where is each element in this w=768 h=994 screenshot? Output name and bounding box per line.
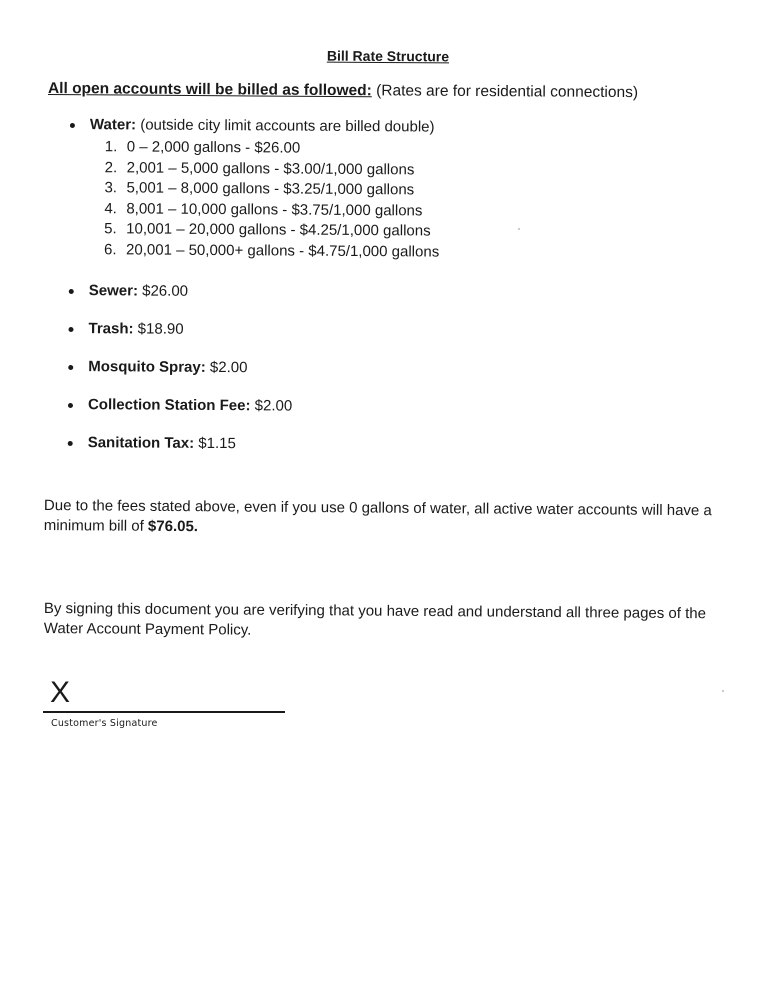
fee-item-trash [68, 320, 433, 340]
tier-number: 3. [104, 179, 118, 197]
bullet-icon [68, 327, 73, 332]
signature-label: Customer's Signature [51, 718, 158, 729]
tier-text: 5,001 – 8,000 gallons - $3.25/1,000 gallons [126, 179, 415, 199]
tier-text: 0 – 2,000 gallons - $26.00 [126, 138, 301, 157]
bullet-icon [68, 441, 73, 446]
bullet-icon [68, 403, 73, 408]
fee-label: Water: [89, 116, 137, 134]
water-tier-list [104, 137, 449, 262]
minimum-bill-text: Due to the fees stated above, even if you use 0 gallons of water, all active water accounts will have a minimum bill of [43, 496, 712, 535]
tier-number: 6. [104, 240, 117, 258]
tier-text: 10,001 – 20,000 gallons - $4.25/1,000 gallons [126, 220, 431, 240]
water-tier [105, 158, 450, 181]
fee-label: Sanitation Tax: [87, 434, 195, 452]
fee-value: $26.00 [137, 282, 189, 300]
fee-item-collection-station [68, 396, 433, 416]
fee-item-water [69, 116, 440, 263]
water-tier [104, 199, 449, 222]
fee-list [68, 116, 440, 454]
fee-item-sewer [69, 282, 434, 302]
bullet-icon [70, 123, 75, 128]
fee-item-sanitation-tax [68, 434, 433, 454]
signature-mark: X [50, 676, 71, 709]
minimum-bill-paragraph [44, 496, 734, 541]
billing-intro [48, 80, 638, 102]
document-title: Bill Rate Structure [326, 47, 450, 65]
fee-label: Mosquito Spray: [88, 358, 206, 376]
billing-intro-lead: All open accounts will be billed as followed: [47, 80, 372, 100]
tier-number: 5. [104, 220, 117, 238]
fee-item-mosquito-spray [68, 358, 433, 378]
scan-speck [722, 690, 724, 692]
billing-intro-note: (Rates are for residential connections) [371, 82, 639, 102]
tier-text: 8,001 – 10,000 gallons - $3.75/1,000 gallons [126, 199, 423, 219]
fee-label: Trash: [88, 320, 134, 338]
scan-speck [518, 228, 520, 230]
fee-value: $2.00 [250, 397, 293, 415]
fee-note: (outside city limit accounts are billed double) [136, 116, 435, 136]
tier-number: 1. [104, 138, 118, 156]
water-tier [104, 240, 449, 263]
tier-text: 20,001 – 50,000+ gallons - $4.75/1,000 gallons [126, 240, 440, 261]
minimum-bill-amount: $76.05. [147, 517, 199, 536]
tier-number: 4. [104, 199, 117, 217]
signature-line[interactable] [43, 711, 285, 713]
bullet-icon [68, 365, 73, 370]
bullet-icon [69, 289, 74, 294]
water-tier [104, 219, 449, 242]
fee-value: $18.90 [133, 320, 184, 338]
fee-value: $2.00 [205, 358, 248, 377]
fee-label: Collection Station Fee: [87, 396, 251, 415]
fee-label: Sewer: [88, 282, 139, 300]
tier-text: 2,001 – 5,000 gallons - $3.00/1,000 gallons [126, 158, 415, 178]
water-tier [105, 137, 450, 160]
water-tier [104, 178, 449, 201]
fee-value: $1.15 [194, 434, 236, 453]
tier-number: 2. [104, 158, 118, 176]
verification-paragraph: By signing this document you are verifying that you have read and understand all three pages of the Water Account Payment Policy. [43, 599, 707, 639]
